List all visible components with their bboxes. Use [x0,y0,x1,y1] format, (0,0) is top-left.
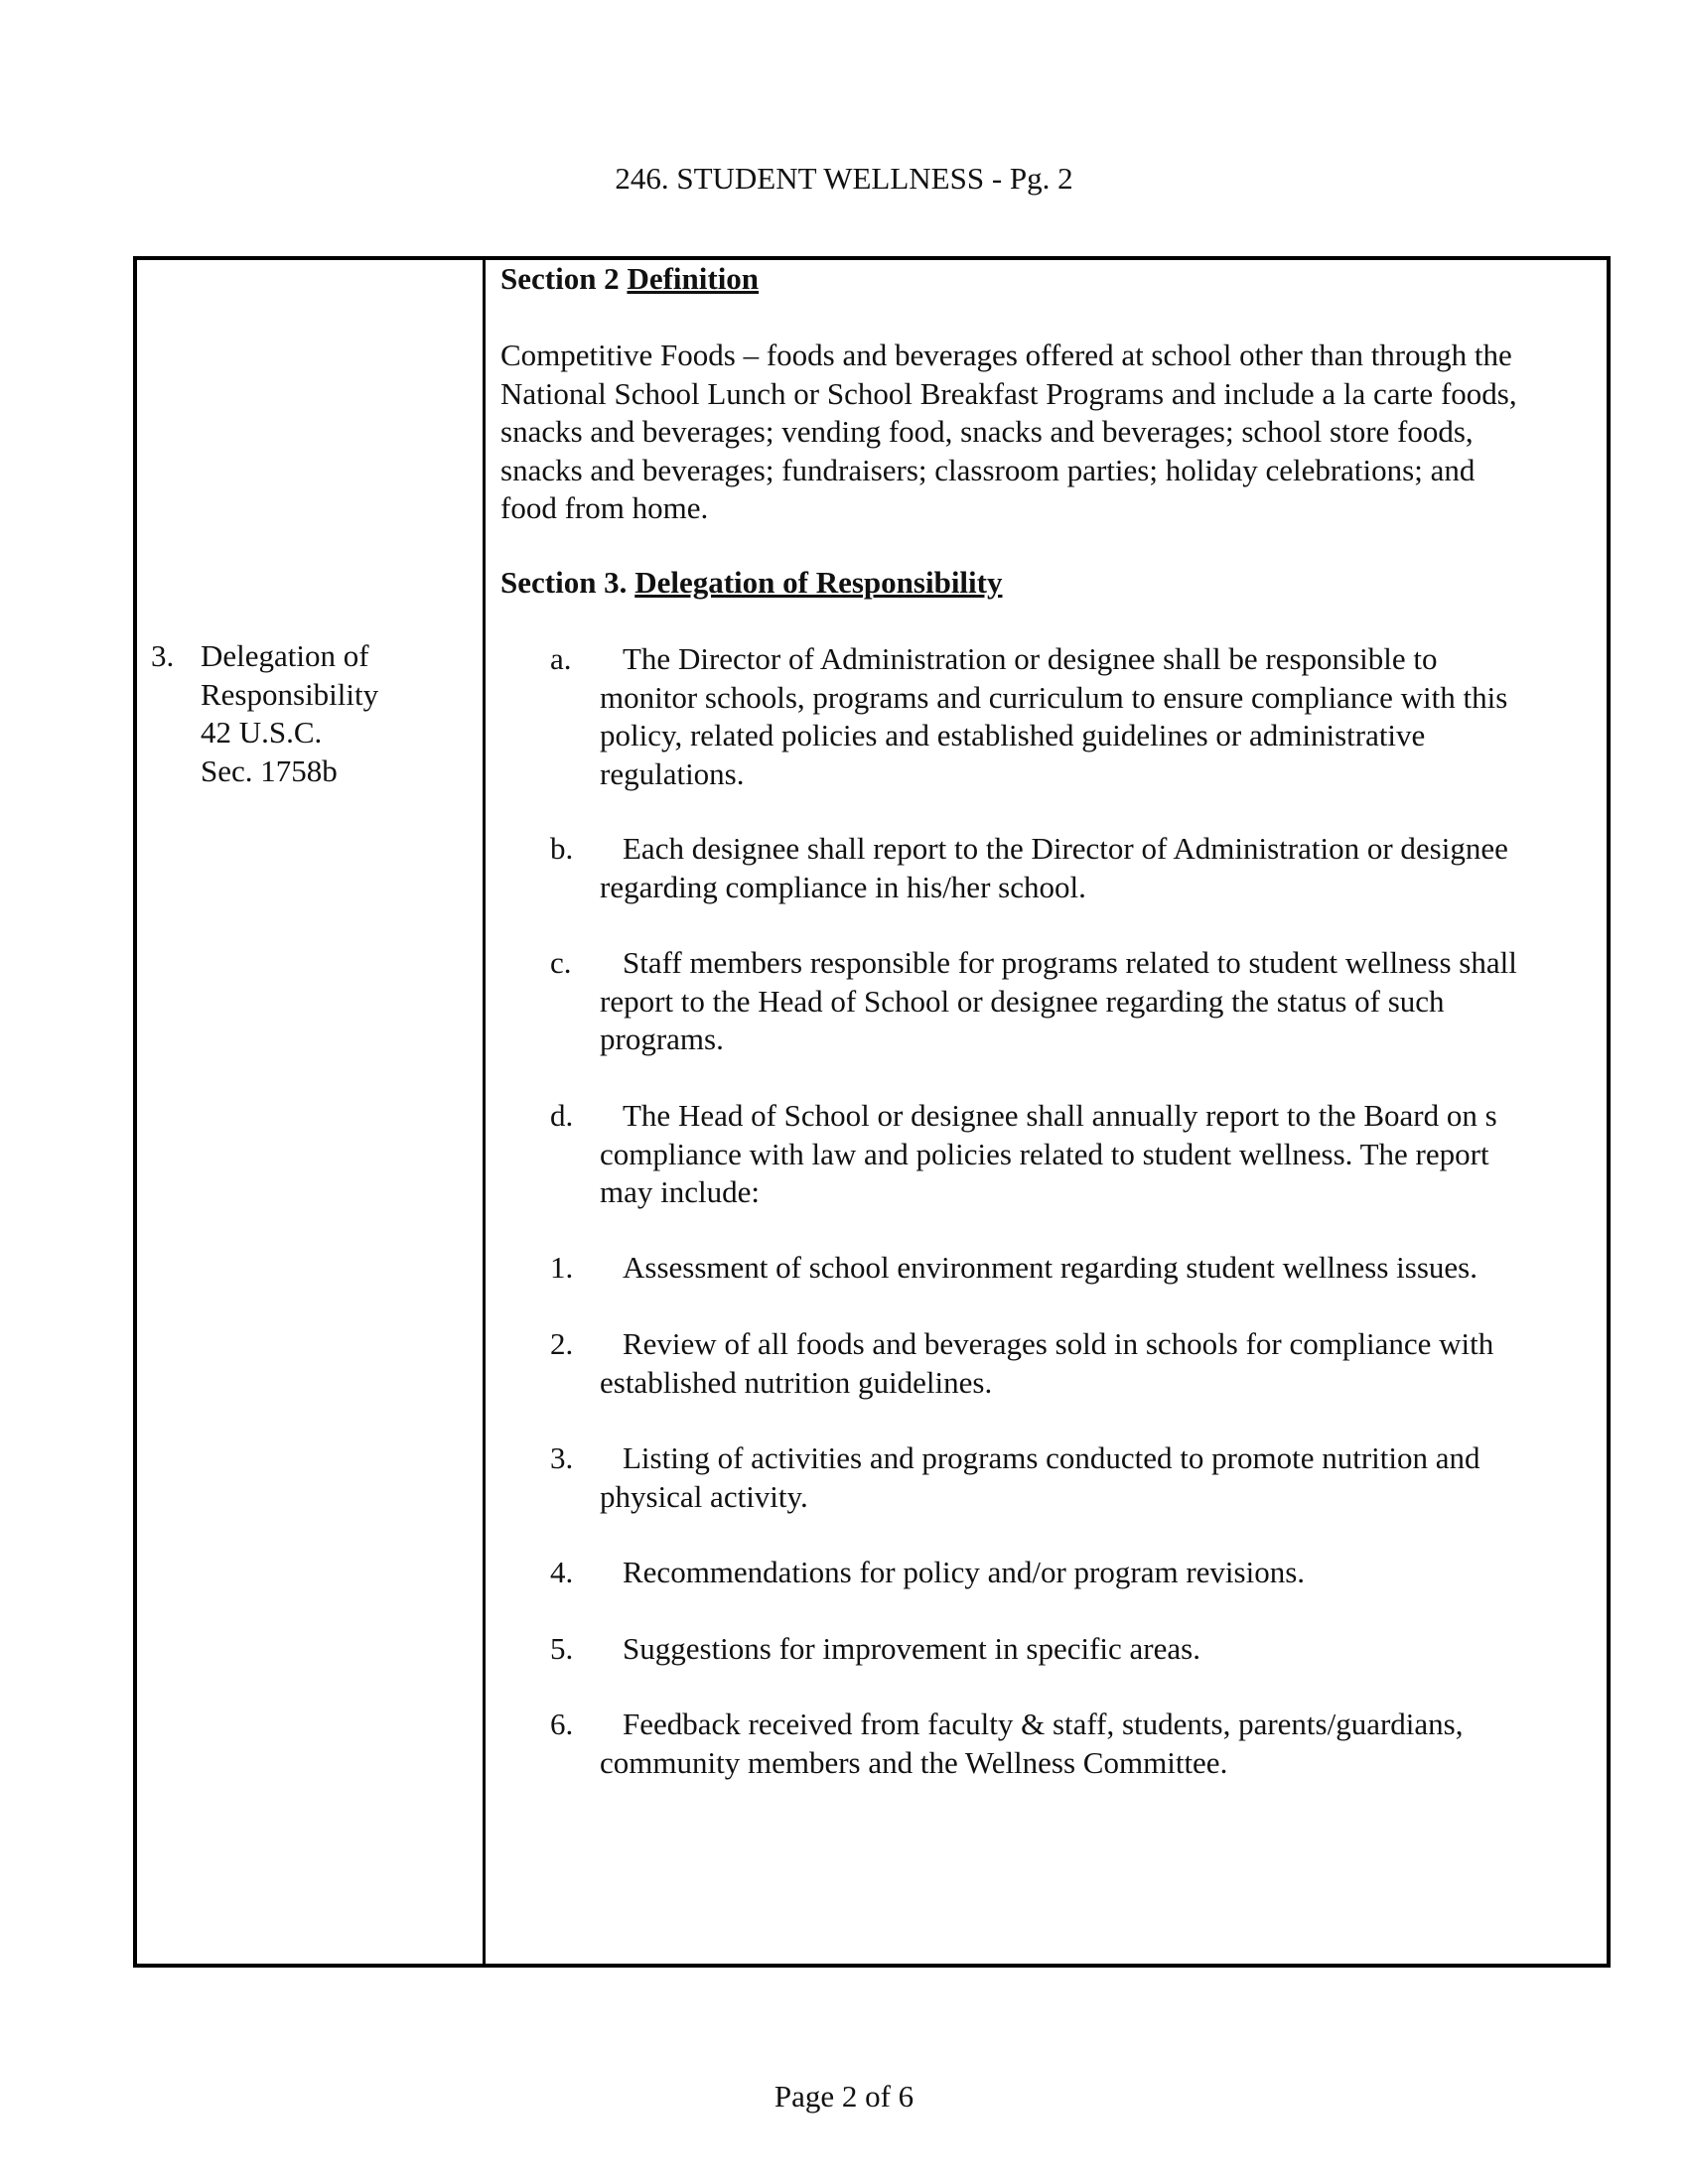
list-item-line: Assessment of school environment regarding student wellness issues. [623,1250,1477,1285]
list-item-line: report to the Head of School or designee regarding the status of such [600,983,1445,1019]
list-item-line: policy, related policies and established guidelines or administrative [600,718,1426,752]
list-marker: d. [550,1098,574,1133]
paragraph-line: snacks and beverages; vending food, snacks and beverages; school store foods, [500,414,1474,449]
list-item [550,830,1593,906]
list-item [550,1630,1593,1669]
paragraph-line: snacks and beverages; fundraisers; classroom parties; holiday celebrations; and [500,452,1476,487]
list-marker: 1. [550,1250,574,1285]
list-item [550,1554,1593,1592]
list-marker: 3. [550,1440,574,1475]
definition-paragraph [500,337,1593,528]
list-item-line: The Director of Administration or designee shall be responsible to [623,641,1438,676]
page-footer: Page 2 of 6 [774,2079,914,2114]
list-item-line: programs. [600,1022,724,1056]
list-item [550,1439,1593,1516]
list-marker: c. [550,945,572,980]
section-3-title: Delegation of Responsibility [634,565,1003,600]
list-marker: 6. [550,1706,574,1741]
list-item-line: may include: [600,1174,760,1209]
list-item-line: community members and the Wellness Committee. [600,1744,1228,1780]
margin-note-number: 3. [151,638,175,673]
list-item-line: regarding compliance in his/her school. [600,869,1086,904]
section-2-heading [500,260,759,299]
list-item [550,1325,1593,1402]
list-item [550,640,1593,793]
margin-note-line: 42 U.S.C. [201,715,323,750]
margin-note-line: Responsibility [201,676,379,712]
list-item [550,944,1593,1059]
page-header: 246. STUDENT WELLNESS - Pg. 2 [615,161,1073,196]
list-item [550,1097,1593,1212]
section-2-prefix: Section 2 [500,261,628,296]
policy-table [133,256,1611,1968]
column-divider [483,260,486,1964]
list-item-line: The Head of School or designee shall annually report to the Board on s [623,1098,1497,1133]
list-item-line: compliance with law and policies related to student wellness. The report [600,1136,1489,1171]
list-item-line: regulations. [600,755,745,791]
paragraph-line: Competitive Foods – foods and beverages offered at school other than through the [500,338,1512,372]
section-2-title: Definition [627,261,760,296]
list-marker: 5. [550,1631,574,1666]
margin-note-line: Delegation of [201,638,369,673]
list-marker: 4. [550,1555,574,1589]
list-item-line: Suggestions for improvement in specific areas. [623,1631,1200,1666]
paragraph-line: food from home. [500,490,709,525]
list-marker: a. [550,641,572,676]
list-item-line: Each designee shall report to the Director of Administration or designee [623,831,1508,866]
list-item-line: Listing of activities and programs conducted to promote nutrition and [623,1440,1480,1475]
list-item [550,1706,1593,1782]
margin-note-line: Sec. 1758b [201,752,338,788]
section-3-prefix: Section 3. [500,565,635,600]
list-item-line: established nutrition guidelines. [600,1364,993,1400]
list-item-line: Review of all foods and beverages sold in schools for compliance with [623,1326,1494,1361]
list-item [550,1249,1593,1288]
list-marker: 2. [550,1326,574,1361]
list-item-line: monitor schools, programs and curriculum to ensure compliance with this [600,679,1508,715]
list-item-line: physical activity. [600,1478,808,1514]
margin-note-text [201,637,489,790]
list-item-line: Recommendations for policy and/or program revisions. [623,1555,1306,1589]
list-marker: b. [550,831,574,866]
list-item-line: Staff members responsible for programs related to student wellness shall [623,945,1517,980]
paragraph-line: National School Lunch or School Breakfast Programs and include a la carte foods, [500,375,1517,411]
section-3-heading [500,564,1002,603]
list-item-line: Feedback received from faculty & staff, students, parents/guardians, [623,1706,1464,1741]
